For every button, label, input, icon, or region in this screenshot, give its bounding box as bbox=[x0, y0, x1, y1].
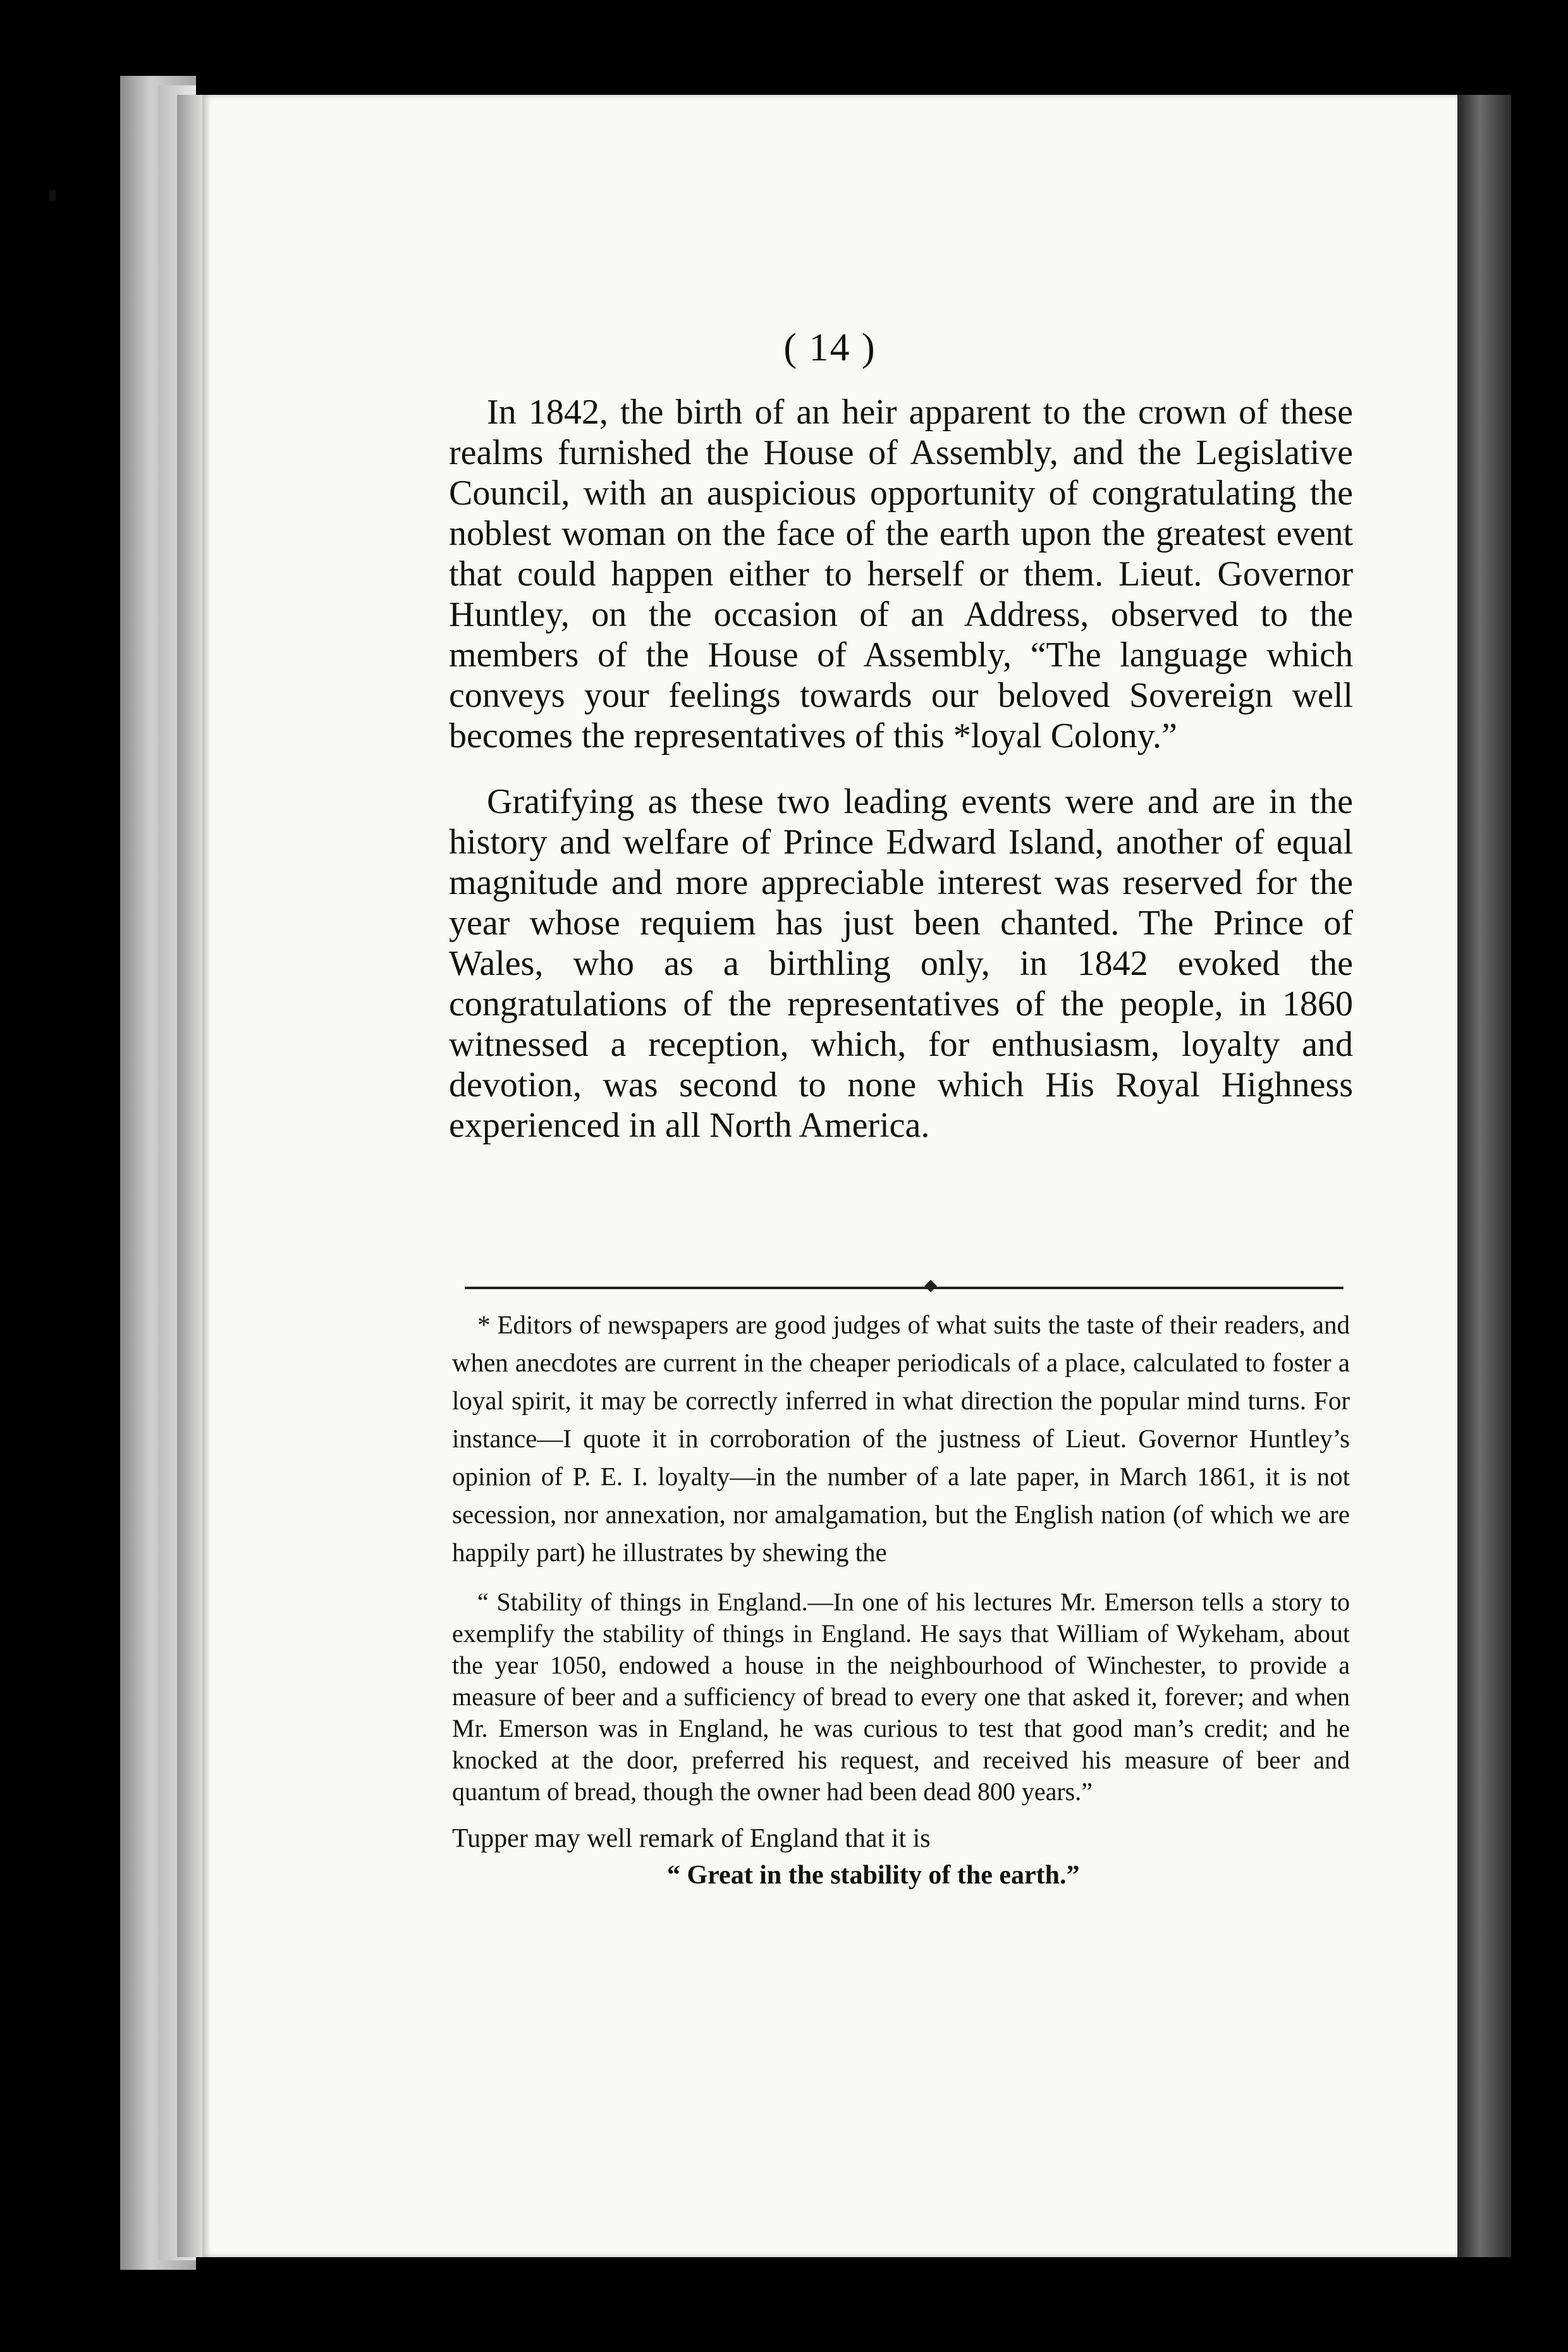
fold-shadow bbox=[1454, 95, 1511, 2257]
dust-speck bbox=[49, 190, 56, 201]
closing-intro: Tupper may well remark of England that it is bbox=[452, 1824, 931, 1853]
footnote-closing bbox=[452, 1820, 1350, 1894]
book-page bbox=[202, 95, 1457, 2257]
page-edge bbox=[177, 95, 202, 2257]
main-text bbox=[449, 392, 1353, 1171]
paragraph: Gratifying as these two leading events were and are in the history and welfare of Prince Edward Island, another of equal magnitude and more appreciable interest was reserved for the year whose requiem has just been chanted. The Prince of Wales, who as a birthling only, in 1842 evoked the congratulations of the representatives of the people, in 1860 witnessed a reception, which, for enthusiasm, loyalty and devotion, was second to none which His Royal Highness experienced in all North America. bbox=[449, 782, 1353, 1145]
footnote-divider bbox=[465, 1287, 1344, 1289]
paragraph: In 1842, the birth of an heir apparent to the crown of these realms furnished the House of Assembly, and the Legislative Council, with an auspicious opportunity of congratulating the noblest woman on the face of the earth upon the greatest event that could happen either to herself or them. Lieut. Governor Huntley, on the occasion of an Address, observed to the members of the House of Assembly, “The language which conveys your feelings towards our beloved Sovereign well becomes the representatives of this *loyal Colony.” bbox=[449, 393, 1353, 756]
footnote-quote: “ Stability of things in England.—In one of his lectures Mr. Emerson tells a story to exemplify the stability of things in England. He says that William of Wykeham, about the year 1050, endowed a house in the neighbourhood of Winchester, to provide a measure of beer and a sufficiency of bread to every one that asked it, forever; and when Mr. Emerson was in England, he was curious to test that good man’s credit; and he knocked at the door, preferred his request, and received his measure of beer and quantum of bread, though the owner had been dead 800 years.” bbox=[452, 1588, 1350, 1806]
closing-quote: “ Great in the stability of the earth.” bbox=[667, 1861, 1080, 1890]
footnote-body: * Editors of newspapers are good judges of what suits the taste of their readers, and when anecdotes are current in the cheaper periodicals of a place, calculated to foster a loyal spirit, it may be correctly inferred in what direction the popular mind turns. For instance—I quote it in corroboration of the justness of Lieut. Governor Huntley’s opinion of P. E. I. loyalty—in the number of a late paper, in March 1861, it is not secession, nor annexation, nor amalgamation, but the English nation (of which we are happily part) he illustrates by shewing the bbox=[452, 1310, 1350, 1567]
footnote bbox=[452, 1306, 1350, 1894]
page-number: ( 14 ) bbox=[783, 326, 876, 369]
divider-mark bbox=[924, 1280, 937, 1292]
